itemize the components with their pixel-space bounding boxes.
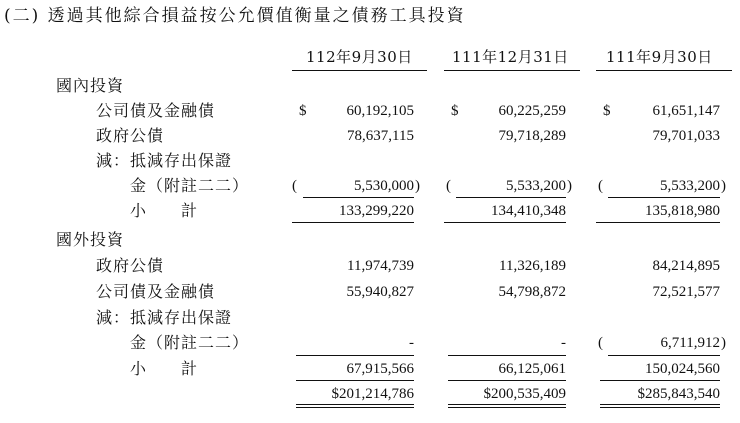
foreign-corp-value-3: 72,521,577 — [652, 284, 720, 300]
row-label-domestic-less-2: 金（附註二二） — [130, 176, 250, 195]
rule — [608, 197, 720, 198]
domestic-subtotal-value-3: 135,818,980 — [645, 203, 720, 219]
grand-total-value-2: $200,535,409 — [483, 386, 566, 402]
foreign-subtotal-value-2: 66,125,061 — [498, 361, 566, 377]
foreign-subtotal-value-3: 150,024,560 — [645, 361, 720, 377]
rule — [596, 222, 720, 223]
rule — [600, 380, 720, 381]
dollar-sign: $ — [451, 103, 459, 119]
rule — [296, 380, 414, 381]
rule — [608, 355, 720, 356]
foreign-subtotal-value-1: 67,915,566 — [346, 361, 414, 377]
foreign-less-value-2: - — [561, 335, 566, 351]
row-label-foreign-gov: 政府公債 — [96, 256, 165, 275]
row-label-foreign-corp: 公司債及金融債 — [96, 282, 216, 301]
double-rule-top — [448, 404, 566, 405]
double-rule-bottom — [448, 407, 566, 408]
row-label-foreign-subtotal: 小 計 — [130, 359, 199, 378]
domestic-less-value-1: 5,530,000 — [354, 178, 414, 194]
double-rule-top — [296, 404, 414, 405]
domestic-corp-value-3: 61,651,147 — [652, 103, 720, 119]
close-paren: ) — [415, 178, 420, 194]
foreign-less-value-3: 6,711,912 — [660, 335, 720, 351]
page-title: (二) 透過其他綜合損益按公允價值衡量之債務工具投資 — [4, 6, 466, 26]
domestic-gov-value-3: 79,701,033 — [652, 128, 720, 144]
rule — [303, 197, 414, 198]
domestic-corp-value-2: 60,225,259 — [498, 103, 566, 119]
domestic-subtotal-value-2: 134,410,348 — [491, 203, 566, 219]
grand-total-value-1: $201,214,786 — [331, 386, 414, 402]
foreign-corp-value-1: 55,940,827 — [346, 284, 414, 300]
rule — [456, 197, 566, 198]
rule — [448, 380, 566, 381]
section-label-domestic: 國內投資 — [56, 76, 125, 95]
open-paren: ( — [598, 178, 603, 194]
header-underline-2 — [444, 70, 580, 71]
column-header-3: 111年9月30日 — [606, 48, 713, 66]
open-paren: ( — [598, 335, 603, 351]
rule — [444, 222, 566, 223]
domestic-gov-value-2: 79,718,289 — [498, 128, 566, 144]
domestic-less-value-2: 5,533,200 — [506, 178, 566, 194]
rule — [292, 222, 414, 223]
row-label-domestic-corp: 公司債及金融債 — [96, 101, 216, 120]
close-paren: ) — [567, 178, 572, 194]
row-label-domestic-gov: 政府公債 — [96, 126, 165, 145]
domestic-less-value-3: 5,533,200 — [660, 178, 720, 194]
rule — [296, 355, 414, 356]
domestic-corp-value-1: 60,192,105 — [346, 103, 414, 119]
rule — [448, 355, 566, 356]
section-label-foreign: 國外投資 — [56, 230, 125, 249]
foreign-gov-value-1: 11,974,739 — [347, 258, 414, 274]
domestic-subtotal-value-1: 133,299,220 — [339, 203, 414, 219]
close-paren: ) — [721, 178, 726, 194]
row-label-domestic-less-1: 減：抵減存出保證 — [96, 151, 233, 170]
double-rule-bottom — [296, 407, 414, 408]
header-underline-3 — [596, 70, 732, 71]
open-paren: ( — [446, 178, 451, 194]
header-underline-1 — [292, 70, 427, 71]
column-header-1: 112年9月30日 — [306, 48, 413, 66]
dollar-sign: $ — [603, 103, 611, 119]
double-rule-top — [600, 404, 720, 405]
row-label-domestic-subtotal: 小 計 — [130, 201, 199, 220]
foreign-gov-value-2: 11,326,189 — [499, 258, 566, 274]
foreign-gov-value-3: 84,214,895 — [652, 258, 720, 274]
foreign-less-value-1: - — [409, 335, 414, 351]
grand-total-value-3: $285,843,540 — [637, 386, 720, 402]
open-paren: ( — [292, 178, 297, 194]
row-label-foreign-less-2: 金（附註二二） — [130, 333, 250, 352]
dollar-sign: $ — [299, 103, 307, 119]
domestic-gov-value-1: 78,637,115 — [347, 128, 414, 144]
close-paren: ) — [721, 335, 726, 351]
foreign-corp-value-2: 54,798,872 — [498, 284, 566, 300]
row-label-foreign-less-1: 減：抵減存出保證 — [96, 308, 233, 327]
double-rule-bottom — [600, 407, 720, 408]
column-header-2: 111年12月31日 — [452, 48, 569, 66]
